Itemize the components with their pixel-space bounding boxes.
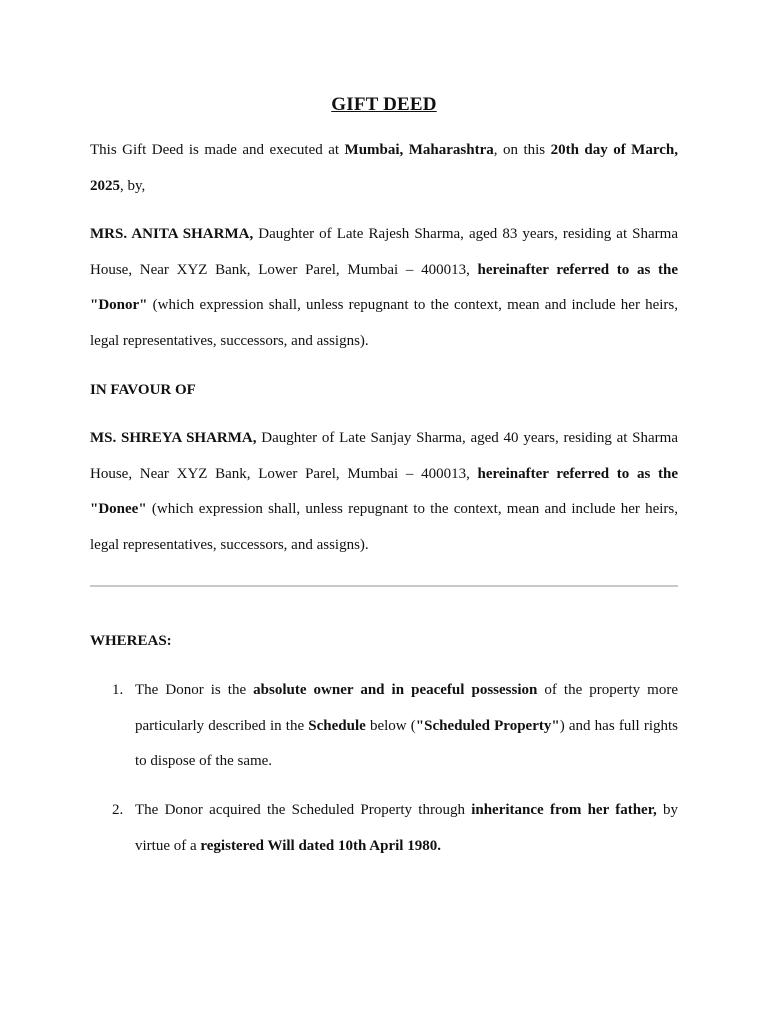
whereas-item-number: 2. [112,802,124,818]
donee-reference: hereinafter referred to as the "Donee" [90,465,678,518]
whereas-bold-text: registered Will dated 10th April 1980. [200,837,441,854]
whereas-bold-text: Schedule [308,717,366,734]
intro-text: This Gift Deed is made and executed at [90,142,345,158]
document-title: GIFT DEED [331,94,437,115]
donor-paragraph [90,217,678,360]
intro-paragraph [90,133,678,204]
donee-details: Daughter of Late Sanjay Sharma, aged 40 years, residing at Sharma House, Near XYZ Bank, Lower Parel, Mumbai – 400013, [90,430,678,482]
whereas-text: The Donor acquired the Scheduled Property through [135,802,472,818]
intro-text: , on this [493,142,551,158]
whereas-item [135,793,678,864]
whereas-item [135,673,678,780]
whereas-text: ) and has full rights to dispose of the same. [135,717,679,770]
donor-reference: hereinafter referred to as the "Donor" [90,261,678,314]
whereas-text: of the property more particularly described in the [135,682,678,734]
whereas-text: by virtue of a [135,802,679,854]
whereas-bold-text: "Scheduled Property" [415,717,560,734]
whereas-text: The Donor is the [135,682,254,698]
donor-name: MRS. ANITA SHARMA, [90,226,254,242]
whereas-heading: WHEREAS: [90,633,172,649]
whereas-item-number: 1. [112,682,124,698]
donee-name: MS. SHREYA SHARMA, [90,430,257,446]
whereas-text: below ( [365,717,416,734]
whereas-bold-text: absolute owner and in peaceful possession [253,682,538,698]
donor-expression: (which expression shall, unless repugnant to the context, mean and include her heirs, legal representatives, successors, and assigns). [90,297,678,350]
execution-place: Mumbai, Maharashtra [344,142,494,158]
donee-paragraph [90,421,678,564]
in-favour-of-heading: IN FAVOUR OF [90,382,196,398]
section-divider [90,585,678,587]
donee-expression: (which expression shall, unless repugnant to the context, mean and include her heirs, legal representatives, successors, and assigns). [90,501,678,554]
execution-date: 20th day of March, 2025 [90,142,678,194]
donor-details: Daughter of Late Rajesh Sharma, aged 83 years, residing at Sharma House, Near XYZ Bank, Lower Parel, Mumbai – 400013, [90,226,679,278]
intro-text: , by, [120,177,146,194]
whereas-bold-text: inheritance from her father, [471,802,657,818]
